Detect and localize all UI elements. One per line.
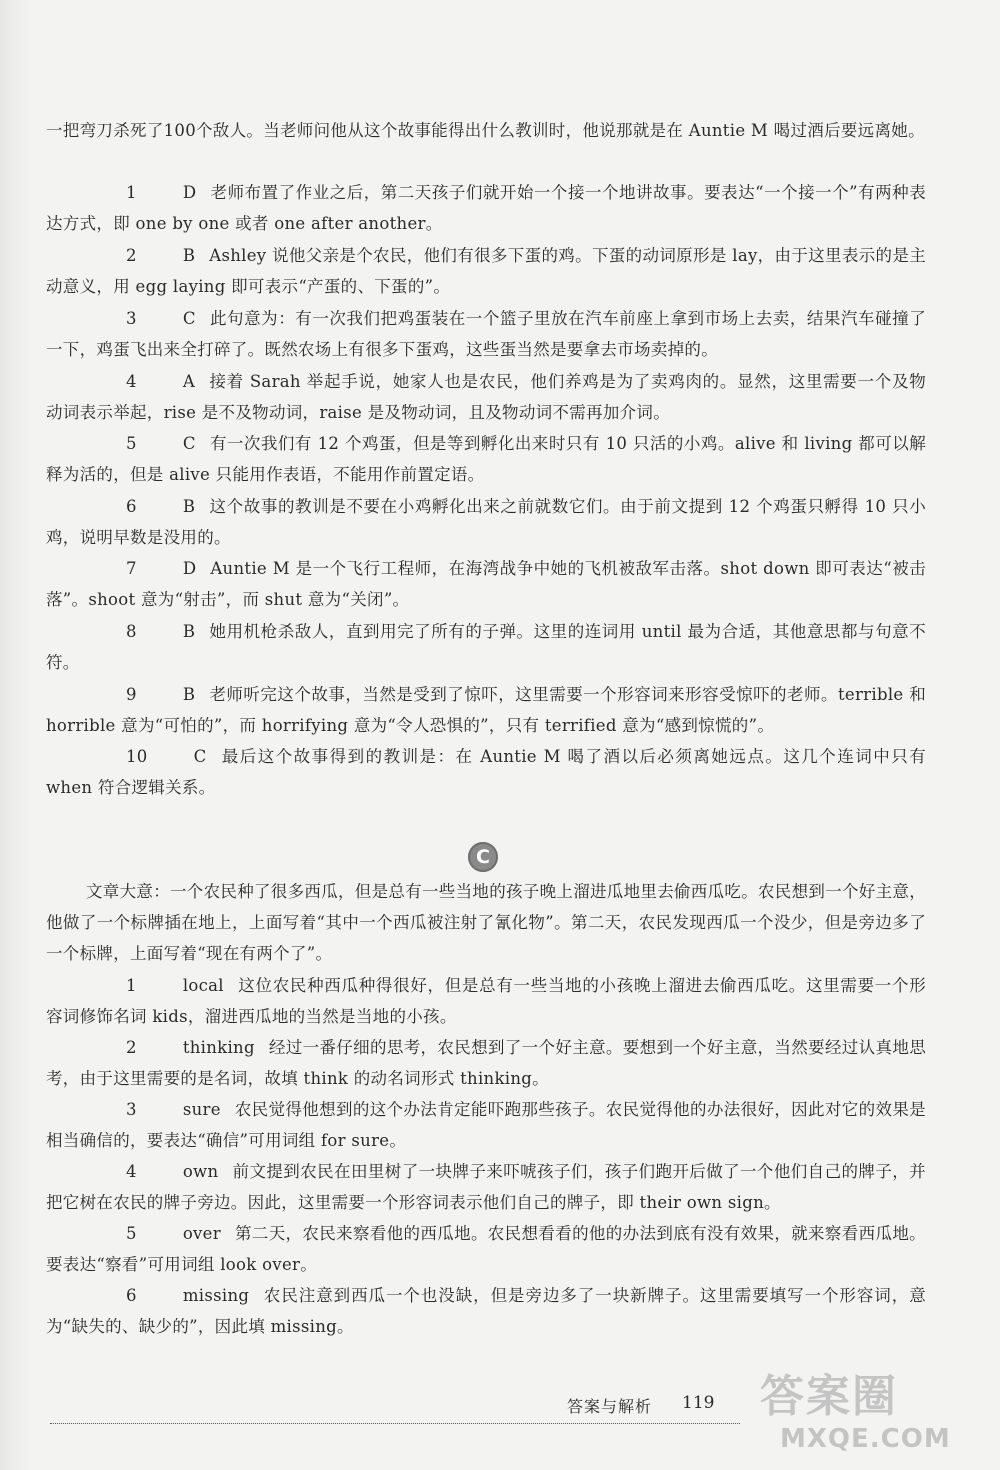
answer-item-c5 [46, 1218, 926, 1280]
item-explanation: 老师布置了作业之后，第二天孩子们就开始一个接一个地讲故事。要表达“一个接一个”有两种表达方式，即 one by one 或者 one after another。 [46, 183, 926, 233]
item-number: 1 [126, 183, 137, 202]
item-number: 10 [126, 747, 148, 766]
item-answer: B [182, 622, 196, 641]
watermark [760, 1360, 990, 1460]
item-answer: C [193, 747, 207, 766]
answer-item-b3 [46, 303, 926, 365]
item-number: 5 [126, 1224, 137, 1243]
item-explanation: 第二天，农民来察看他的西瓜地。农民想看看的他的办法到底有没有效果，就来察看西瓜地。要表达“察看”可用词组 look over。 [46, 1224, 926, 1274]
item-answer: thinking [182, 1038, 255, 1057]
intro-paragraph: 一把弯刀杀死了100个敌人。当老师问他从这个故事能得出什么教训时，他说那就是在 Auntie M 喝过酒后要远离她。 [46, 121, 925, 140]
item-explanation: 她用机枪杀敌人，直到用完了所有的子弹。这里的连词用 until 最为合适，其他意思都与句意不符。 [46, 622, 926, 672]
item-number: 2 [126, 1038, 137, 1057]
item-answer: C [182, 309, 196, 328]
answer-item-b4 [46, 366, 926, 428]
item-number: 8 [126, 622, 137, 641]
item-number: 4 [126, 1162, 137, 1181]
item-explanation: 前文提到农民在田里树了一块牌子来吓唬孩子们，孩子们跑开后做了一个他们自己的牌子，并把它树在农民的牌子旁边。因此，这里需要一个形容词表示他们自己的牌子，即 their own sign。 [46, 1162, 926, 1212]
scan-shadow [0, 0, 30, 1470]
answer-item-c6 [46, 1280, 926, 1342]
item-explanation: 有一次我们有 12 个鸡蛋，但是等到孵化出来时只有 10 只活的小鸡。alive 和 living 都可以解释为活的，但是 alive 只能用作表语，不能用作前置定语。 [46, 434, 926, 484]
item-answer: A [182, 372, 196, 391]
answer-item-b6 [46, 491, 926, 553]
answer-item-b5 [46, 428, 926, 490]
section-c-badge: C [468, 842, 498, 872]
summary-paragraph: 文章大意：一个农民种了很多西瓜，但是总有一些当地的孩子晚上溜进瓜地里去偷西瓜吃。农民想到一个好主意，他做了一个标牌插在地上，上面写着“其中一个西瓜被注射了氰化物”。第二天，农民发现西瓜一个没少，但是旁边多了一个标牌，上面写着“现在有两个了”。 [46, 882, 926, 963]
footer-section-label: 答案与解析 [567, 1397, 653, 1416]
answer-item-c2 [46, 1032, 926, 1094]
footer-dotted-rule [50, 1423, 740, 1424]
item-number: 1 [126, 976, 137, 995]
answer-item-b7 [46, 553, 926, 615]
answer-item-c3 [46, 1094, 926, 1156]
item-explanation: 农民注意到西瓜一个也没缺，但是旁边多了一块新牌子。这里需要填写一个形容词，意为“缺失的、缺少的”，因此填 missing。 [46, 1286, 926, 1336]
answer-item-b8 [46, 616, 926, 678]
item-number: 2 [126, 246, 137, 265]
item-explanation: 农民觉得他想到的这个办法肯定能吓跑那些孩子。农民觉得他的办法很好，因此对它的效果是相当确信的，要表达“确信”可用词组 for sure。 [46, 1100, 926, 1150]
item-number: 6 [126, 497, 137, 516]
item-answer: B [182, 497, 196, 516]
item-explanation: Ashley 说他父亲是个农民，他们有很多下蛋的鸡。下蛋的动词原形是 lay，由于这里表示的是主动意义，用 egg laying 即可表示“产蛋的、下蛋的”。 [46, 246, 926, 296]
item-answer: missing [182, 1286, 250, 1305]
item-answer: D [182, 183, 197, 202]
item-number: 7 [126, 559, 137, 578]
item-explanation: 最后这个故事得到的教训是：在 Auntie M 喝了酒以后必须离她远点。这几个连词中只有 when 符合逻辑关系。 [46, 747, 926, 797]
item-answer: over [182, 1224, 221, 1243]
item-number: 3 [126, 1100, 137, 1119]
item-number: 4 [126, 372, 137, 391]
item-explanation: 这位农民种西瓜种得很好，但是总有一些当地的小孩晚上溜进去偷西瓜吃。这里需要一个形容词修饰名词 kids，溜进西瓜地的当然是当地的小孩。 [46, 976, 926, 1026]
item-number: 6 [126, 1286, 137, 1305]
item-explanation: Auntie M 是一个飞行工程师，在海湾战争中她的飞机被敌军击落。shot down 即可表达“被击落”。shoot 意为“射击”，而 shut 意为“关闭”。 [46, 559, 926, 609]
answer-item-b9 [46, 679, 926, 741]
item-number: 9 [126, 685, 137, 704]
answer-item-b2 [46, 240, 926, 302]
watermark-url: MXQE.COM [780, 1424, 951, 1454]
item-explanation: 这个故事的教训是不要在小鸡孵化出来之前就数它们。由于前文提到 12 个鸡蛋只孵得 10 只小鸡，说明早数是没用的。 [46, 497, 926, 547]
answer-item-c1 [46, 970, 926, 1032]
item-answer: B [182, 246, 196, 265]
answer-item-c4 [46, 1156, 926, 1218]
item-answer: local [182, 976, 224, 995]
item-number: 5 [126, 434, 137, 453]
answer-item-b10 [46, 741, 926, 803]
item-answer: C [182, 434, 196, 453]
page-number: 119 [682, 1393, 715, 1413]
item-answer: sure [182, 1100, 221, 1119]
item-answer: B [182, 685, 196, 704]
item-answer: D [182, 559, 197, 578]
item-explanation: 接着 Sarah 举起手说，她家人也是农民，他们养鸡是为了卖鸡肉的。显然，这里需要一个及物动词表示举起，rise 是不及物动词，raise 是及物动词，且及物动词不需再加介词。 [46, 372, 926, 422]
item-explanation: 经过一番仔细的思考，农民想到了一个好主意。要想到一个好主意，当然要经过认真地思考，由于这里需要的是名词，故填 think 的动名词形式 thinking。 [46, 1038, 926, 1088]
answer-item-b1 [46, 177, 926, 239]
item-explanation: 老师听完这个故事，当然是受到了惊吓，这里需要一个形容词来形容受惊吓的老师。terrible 和 horrible 意为“可怕的”，而 horrifying 意为“令人恐惧的”，只有 terrified 意为“感到惊慌的”。 [46, 685, 926, 735]
watermark-logo: 答案圈 [760, 1371, 898, 1422]
item-explanation: 此句意为：有一次我们把鸡蛋装在一个篮子里放在汽车前座上拿到市场上去卖，结果汽车碰撞了一下，鸡蛋飞出来全打碎了。既然农场上有很多下蛋鸡，这些蛋当然是要拿去市场卖掉的。 [46, 309, 926, 359]
item-answer: own [182, 1162, 219, 1181]
item-number: 3 [126, 309, 137, 328]
